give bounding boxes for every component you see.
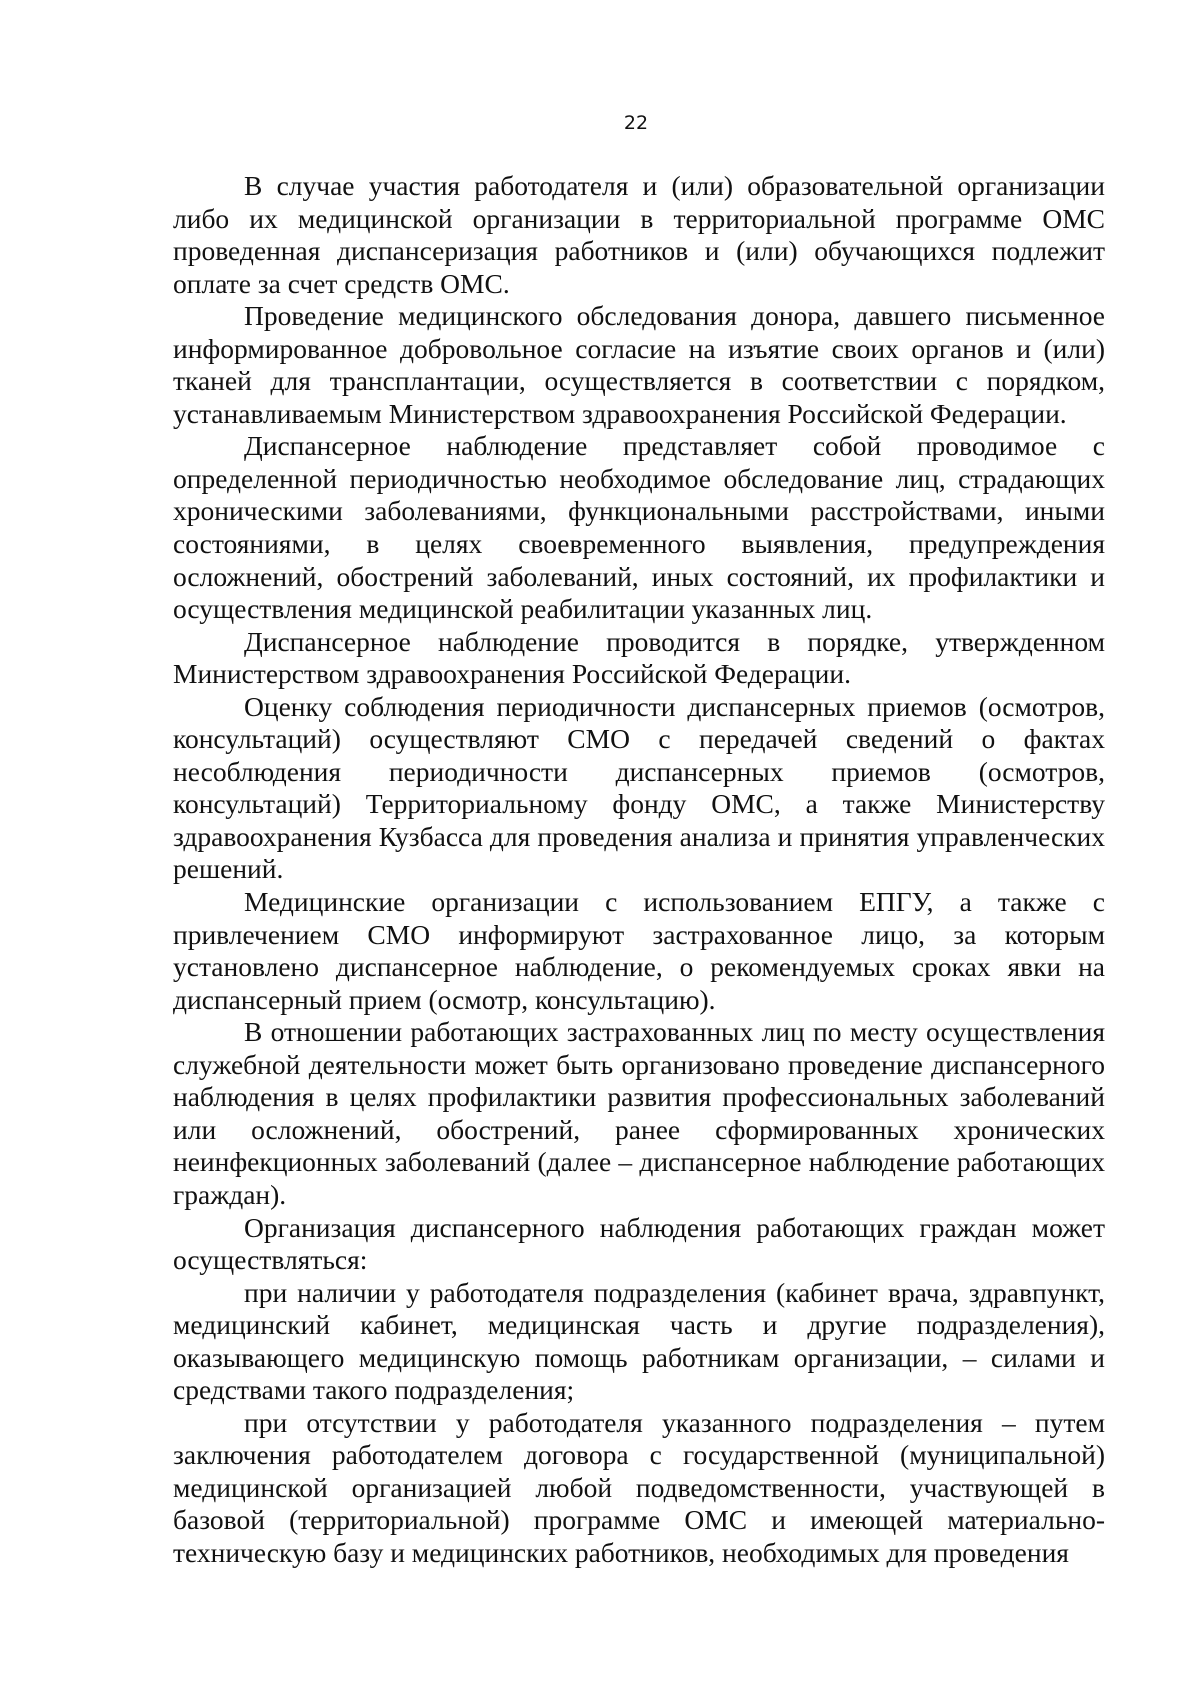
paragraph-employer-unit-absent: при отсутствии у работодателя указанного подразделения – путем заключения работодателем договора с государственной (муниципальной) медицинской организацией любой подведомственности, участвующей в базовой (территориальной) программе ОМС и имеющей материально-техническую базу и медицинских работников, необходимых для проведения xyxy=(173,1406,1105,1568)
paragraph-donor-examination: Проведение медицинского обследования донора, давшего письменное информированное добровольное согласие на изъятие своих органов и (или) тканей для трансплантации, осуществляется в соответствии с порядком, устанавливаемым Министерством здравоохранения Российской Федерации. xyxy=(173,300,1105,429)
document-body xyxy=(173,170,1105,1570)
paragraph-dispensary-observation-procedure: Диспансерное наблюдение проводится в порядке, утвержденном Министерством здравоохранения Российской Федерации. xyxy=(173,625,1105,690)
paragraph-dispensarization-payment: В случае участия работодателя и (или) образовательной организации либо их медицинской организации в территориальной программе ОМС проведенная диспансеризация работников и (или) обучающихся подлежит оплате за счет средств ОМС. xyxy=(173,170,1105,299)
paragraph-organization-intro: Организация диспансерного наблюдения работающих граждан может осуществляться: xyxy=(173,1211,1105,1276)
paragraph-periodicity-assessment: Оценку соблюдения периодичности диспансерных приемов (осмотров, консультаций) осуществляют СМО с передачей сведений о фактах несоблюдения периодичности диспансерных приемов (осмотров, консультаций) Территориальному фонду ОМС, а также Министерству здравоохранения Кузбасса для проведения анализа и принятия управленческих решений. xyxy=(173,690,1105,885)
page-number: 22 xyxy=(623,112,649,134)
paragraph-dispensary-observation-definition: Диспансерное наблюдение представляет собой проводимое с определенной периодичностью необходимое обследование лиц, страдающих хроническими заболеваниями, функциональными расстройствами, иными состояниями, в целях своевременного выявления, предупреждения осложнений, обострений заболеваний, иных состояний, их профилактики и осуществления медицинской реабилитации указанных лиц. xyxy=(173,430,1105,625)
paragraph-patient-informing: Медицинские организации с использованием ЕПГУ, а также с привлечением СМО информируют застрахованное лицо, за которым установлено диспансерное наблюдение, о рекомендуемых сроках явки на диспансерный прием (осмотр, консультацию). xyxy=(173,886,1105,1015)
paragraph-working-citizens-observation: В отношении работающих застрахованных лиц по месту осуществления служебной деятельности может быть организовано проведение диспансерного наблюдения в целях профилактики развития профессиональных заболеваний или осложнений, обострений, ранее сформированных хронических неинфекционных заболеваний (далее – диспансерное наблюдение работающих граждан). xyxy=(173,1016,1105,1210)
paragraph-employer-unit-present: при наличии у работодателя подразделения (кабинет врача, здравпункт, медицинский кабинет, медицинская часть и другие подразделения), оказывающего медицинскую помощь работникам организации, – силами и средствами такого подразделения; xyxy=(173,1276,1105,1406)
